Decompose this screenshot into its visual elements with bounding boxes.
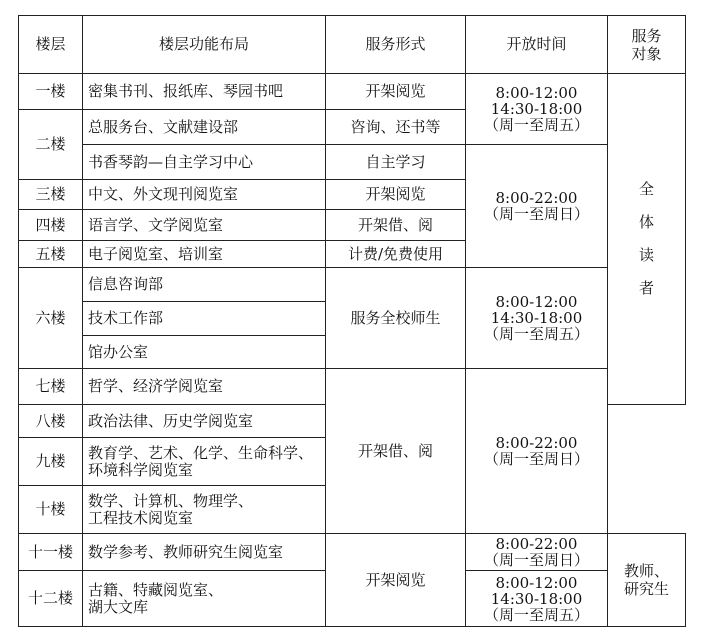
floor-cell: 七楼: [19, 369, 83, 405]
hours-cell: 8:00-12:00 14:30-18:00 （周一至周五）: [466, 268, 608, 369]
function-cell: 数学参考、教师研究生阅览室: [83, 534, 326, 571]
service-cell: 开架借、阅: [326, 369, 466, 534]
floor-cell: 六楼: [19, 268, 83, 369]
service-cell: 开架阅览: [326, 74, 466, 110]
hours-cell: 8:00-12:00 14:30-18:00 （周一至周五）: [466, 571, 608, 627]
service-cell: 开架阅览: [326, 180, 466, 210]
hours-cell: 8:00-12:00 14:30-18:00 （周一至周五）: [466, 74, 608, 145]
header-function: 楼层功能布局: [83, 16, 326, 74]
floor-layout-table: [18, 15, 686, 627]
hours-cell: 8:00-22:00 （周一至周日）: [466, 534, 608, 571]
function-cell: 密集书刊、报纸库、琴园书吧: [83, 74, 326, 110]
hours-cell: 8:00-22:00 （周一至周日）: [466, 369, 608, 534]
table-row: [19, 145, 686, 180]
function-cell: 政治法律、历史学阅览室: [83, 405, 326, 438]
function-cell: 中文、外文现刊阅览室: [83, 180, 326, 210]
audience-cell-staff: 教师、 研究生: [608, 534, 686, 627]
floor-cell: 一楼: [19, 74, 83, 110]
function-cell: 数学、计算机、物理学、 工程技术阅览室: [83, 486, 326, 534]
function-cell: 总服务台、文献建设部: [83, 110, 326, 145]
service-cell: 咨询、还书等: [326, 110, 466, 145]
table-row: [19, 74, 686, 110]
header-floor: 楼层: [19, 16, 83, 74]
service-cell: 计费/免费使用: [326, 241, 466, 268]
floor-cell: 二楼: [19, 110, 83, 180]
header-row: [19, 16, 686, 74]
service-cell: 服务全校师生: [326, 268, 466, 369]
header-audience: 服务 对象: [608, 16, 686, 74]
floor-cell: 五楼: [19, 241, 83, 268]
function-cell: 语言学、文学阅览室: [83, 210, 326, 241]
floor-cell: 四楼: [19, 210, 83, 241]
function-cell: 信息咨询部: [83, 268, 326, 302]
service-cell: 开架借、阅: [326, 210, 466, 241]
service-cell: 自主学习: [326, 145, 466, 180]
function-cell: 哲学、经济学阅览室: [83, 369, 326, 405]
function-cell: 馆办公室: [83, 336, 326, 369]
table-row: [19, 268, 686, 302]
header-service: 服务形式: [326, 16, 466, 74]
floor-cell: 三楼: [19, 180, 83, 210]
function-cell: 技术工作部: [83, 302, 326, 336]
floor-cell: 八楼: [19, 405, 83, 438]
audience-cell-all: 全 体 读 者: [608, 74, 686, 405]
function-cell: 教育学、艺术、化学、生命科学、 环境科学阅览室: [83, 438, 326, 486]
floor-cell: 十二楼: [19, 571, 83, 627]
function-cell: 古籍、特藏阅览室、 湖大文库: [83, 571, 326, 627]
service-cell: 开架阅览: [326, 534, 466, 627]
table-row: [19, 534, 686, 571]
header-hours: 开放时间: [466, 16, 608, 74]
table-row: [19, 369, 686, 405]
floor-cell: 十一楼: [19, 534, 83, 571]
floor-cell: 九楼: [19, 438, 83, 486]
function-cell: 书香琴韵—自主学习中心: [83, 145, 326, 180]
function-cell: 电子阅览室、培训室: [83, 241, 326, 268]
hours-cell: 8:00-22:00 （周一至周日）: [466, 145, 608, 268]
floor-cell: 十楼: [19, 486, 83, 534]
